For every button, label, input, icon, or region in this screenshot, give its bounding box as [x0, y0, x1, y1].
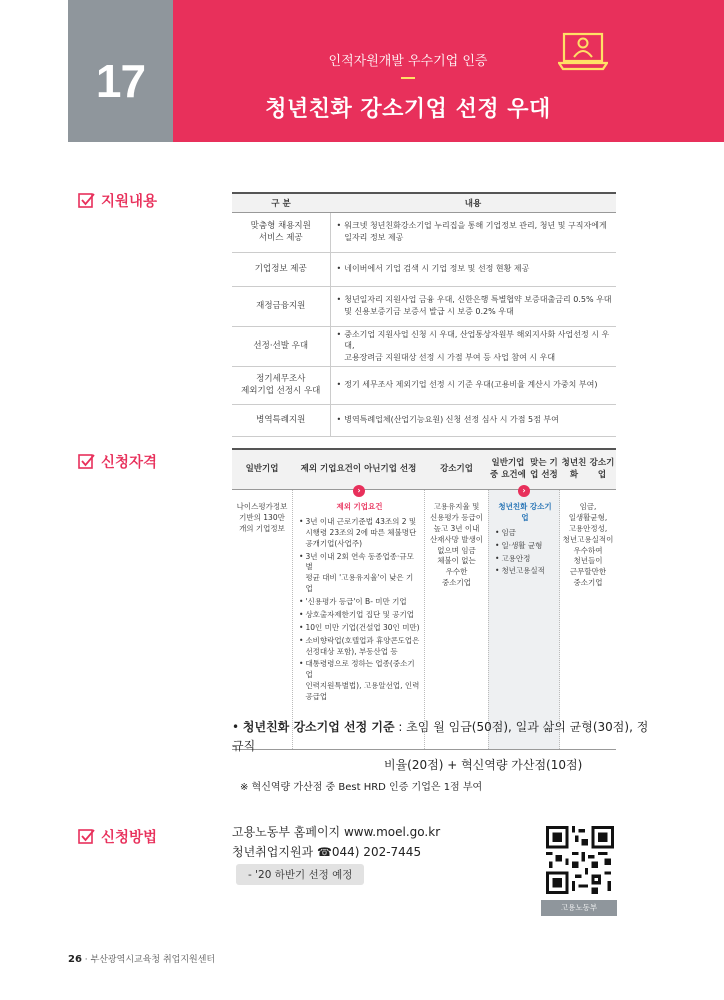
- row-content: • 청년일자리 지원사업 금융 우대, 신한은행 특별협약 보증대출금리 0.5% 우대 및 신용보증기금 보증서 발급 시 보증 0.2% 우대: [330, 286, 616, 326]
- page-footer: [68, 952, 215, 965]
- header-subtitle: 인적자원개발 우수기업 인증: [328, 54, 488, 69]
- list-item: • 3년 이내 근로기준법 43조의 2 및 시행령 23조의 2에 따른 체불명단 공개기업(사업주): [299, 516, 417, 548]
- exclusion-list: [299, 517, 420, 703]
- chevron-right-icon: ›: [518, 485, 530, 497]
- checkbox-icon: [78, 192, 95, 209]
- table-row: [232, 252, 616, 286]
- list-item: • 10인 미만 기업(건설업 30인 미만): [299, 622, 420, 632]
- qr-label: 고용노동부: [541, 900, 617, 916]
- row-content: • 네이버에서 기업 검색 시 기업 정보 및 선정 현황 제공: [330, 252, 616, 286]
- youth-criteria-cell: 청년친화 강소기업 • 임금 • 일·생활 균형 • 고용안정 • 청년고용실적: [488, 490, 560, 749]
- footer-org: 부산광역시교육청 취업지원센터: [90, 955, 216, 965]
- apply-info: [232, 822, 440, 863]
- criteria-line1: : 초임 월 임금(50점), 일과 삶의 균형(30점), 정규직: [232, 720, 649, 754]
- list-item: • 대통령령으로 정하는 업종(중소기업 인력지원특별법), 고용알선업, 인력 공급업: [299, 659, 420, 701]
- table-header-row: [232, 448, 616, 490]
- header-cell: 구 분: [232, 193, 330, 212]
- table-row: [232, 366, 616, 404]
- row-category: 기업정보 제공: [232, 252, 330, 286]
- header-cell: 내용: [330, 193, 616, 212]
- section-title: 신청방법: [101, 830, 158, 846]
- table-row: [232, 490, 616, 750]
- support-table: [232, 192, 616, 437]
- general-company-cell: 나이스평가정보 기반의 130만 개의 기업정보: [236, 502, 288, 533]
- header-cell: 제외 기업요건이 아닌 기업 선정: [300, 463, 417, 474]
- eligibility-table: [232, 448, 616, 750]
- selection-criteria: • 청년친화 강소기업 선정 기준 : 초임 월 임금(50점), 일과 삶의 균형(30점), 정규직 비율(20점) + 혁신역량 가산점(10점) ※ 혁신역량 가산점 중 Best HRD 인증 기업은 1점 부여: [232, 718, 652, 796]
- section-title: 지원내용: [101, 194, 158, 210]
- criteria-line2: 비율(20점) + 혁신역량 가산점(10점): [384, 758, 583, 773]
- apply-website: 고용노동부 홈페이지 www.moel.go.kr: [232, 825, 441, 839]
- row-category: 병역특례지원: [232, 404, 330, 436]
- row-category: 선정·선발 우대: [232, 326, 330, 366]
- row-content: • 중소기업 지원사업 신청 시 우대, 산업통상자원부 해외지사화 사업선정 시 우대, 고용장려금 지원대상 선정 시 가점 부여 등 사업 참여 시 우대: [330, 326, 616, 366]
- criteria-label: 청년친화 강소기업 선정 기준: [242, 720, 395, 734]
- row-category: 맞춤형 채용지원 서비스 제공: [232, 212, 330, 252]
- table-row: [232, 212, 616, 252]
- table-row: [232, 404, 616, 436]
- row-content: • 정기 세무조사 제외기업 선정 시 기준 우대(고용비율 계산시 가중치 부여): [330, 366, 616, 404]
- list-item: • 상호출자제한기업 집단 및 공기업: [299, 609, 415, 619]
- section-apply: [78, 826, 157, 847]
- list-item: • 청년고용실적: [495, 566, 545, 576]
- header-cell: 청년친화 강소기업: [561, 457, 615, 480]
- row-content: • 병역특례업체(산업기능요원) 신청 선정 심사 시 가점 5점 부여: [330, 404, 616, 436]
- exclusion-criteria-cell: 제외 기업요건 • 3년 이내 근로기준법 43조의 2 및 시행령 23조의 2에 따른 체불명단 공개기업(사업주) • 3년 이내 2회 연속 동종업종·규모별 평균 대비 '고용유지율'이 낮은 기업 • '신용평가 등급'이 B- 미만 기업 • 상호출자제한기업 집단 및 공기업 • 10인 미만 기업(건설업 30인 미만) • 소비향락업(호텔업과 휴양콘도업은 선정대상 포함), 부동산업 등 • 대통령령으로 정하는 업종(중소기업 인력지원특별법), 고용알선업, 인력 공급업: [292, 490, 425, 749]
- youth-criteria-list: [495, 528, 555, 578]
- checkbox-icon: [78, 828, 95, 845]
- row-category: 정기세무조사 제외기업 선정시 우대: [232, 366, 330, 404]
- header-cell: 일반기업: [245, 463, 279, 474]
- table-row: [232, 326, 616, 366]
- table-row: [232, 286, 616, 326]
- page-number: 26: [68, 954, 82, 965]
- laptop-user-icon: [558, 30, 608, 74]
- table-header-row: [232, 193, 616, 212]
- header-banner: [173, 0, 724, 142]
- chevron-right-icon: ›: [353, 485, 365, 497]
- row-category: 재정금융지원: [232, 286, 330, 326]
- section-title: 신청자격: [101, 455, 158, 471]
- header-cell: 일반기업중 요건에 맞는 기업 선정: [490, 457, 558, 480]
- youth-company-cell: 임금, 일생활균형, 고용안정성, 청년고용실적이 우수하여 청년들이 근무할만한 중소기업: [562, 502, 614, 588]
- header-divider: [401, 77, 415, 79]
- section-support: [78, 190, 157, 211]
- list-item: • 소비향락업(호텔업과 휴양콘도업은 선정대상 포함), 부동산업 등: [299, 635, 420, 656]
- criteria-note: ※ 혁신역량 가산점 중 Best HRD 인증 기업은 1점 부여: [240, 781, 483, 793]
- header-title: 청년친화 강소기업 선정 우대: [265, 97, 551, 122]
- list-item: • 일·생활 균형: [495, 540, 543, 550]
- strong-company-cell: 고용유지율 및 신용평가 등급이 높고 3년 이내 산재사망 발생이 없으며 임금 체불이 없는 우수한 중소기업: [429, 502, 484, 588]
- list-item: • '신용평가 등급'이 B- 미만 기업: [299, 597, 407, 606]
- section-eligibility: [78, 451, 157, 472]
- schedule-badge: - '20 하반기 선정 예정: [236, 864, 364, 885]
- row-content: • 워크넷 청년친화강소기업 누리집을 통해 기업정보 관리, 청년 및 구직자에게 일자리 정보 제공: [330, 212, 616, 252]
- list-item: • 3년 이내 2회 연속 동종업종·규모별 평균 대비 '고용유지율'이 낮은 기업: [299, 551, 414, 594]
- checkbox-icon: [78, 453, 95, 470]
- list-item: • 임금: [495, 527, 516, 537]
- header-cell: 강소기업: [440, 463, 473, 474]
- qr-code-icon[interactable]: [546, 826, 614, 894]
- footer-separator: ·: [84, 955, 88, 965]
- list-item: • 고용안정: [495, 553, 531, 563]
- apply-contact: 청년취업지원과 ☎044) 202-7445: [232, 845, 422, 860]
- chapter-number: 17: [68, 0, 173, 142]
